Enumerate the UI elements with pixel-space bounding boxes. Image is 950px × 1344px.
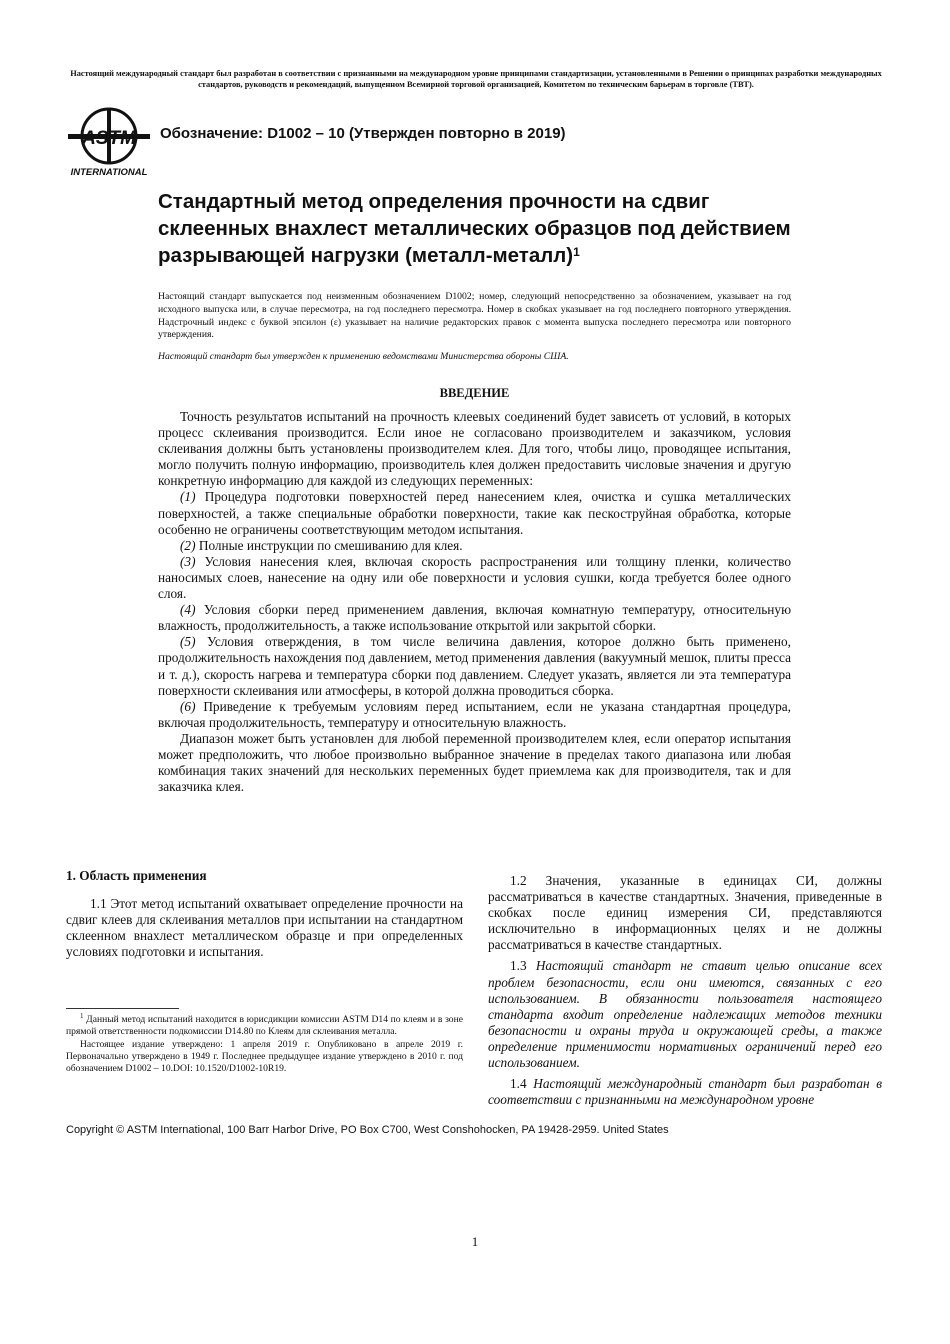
footnote-1: [66, 1011, 463, 1037]
item-number: (5): [180, 634, 196, 650]
intro-lead-paragraph: Точность результатов испытаний на прочность клеевых соединений будет зависеть от условий, в которых процесс склеивания производится. Если иное не согласовано производителем и заказчиком, условия склеивания должны быть установлены производителем клея. Для того, чтобы лицо, проводящее испытания, могло получить полную информацию, производитель клея должен предоставить числовые значения и другую конкретную информацию для каждой из следующих переменных:: [158, 409, 791, 489]
left-column: [66, 868, 463, 960]
paragraph-1-1: 1.1 Этот метод испытаний охватывает определение прочности на сдвиг клеев для склеивания металлов при испытании на стандартном склеенном внахлест металлическом образце и при определенных условиях подготовки и испытания.: [66, 896, 463, 960]
intro-item-2: [158, 538, 791, 554]
intro-item-3: [158, 554, 791, 602]
intro-item-4: [158, 602, 791, 634]
introduction-heading: ВВЕДЕНИЕ: [439, 386, 510, 400]
paragraph-1-4: [488, 1076, 882, 1108]
scope-heading: 1. Область применения: [66, 868, 207, 883]
item-text: Полные инструкции по смешиванию для клея.: [198, 537, 463, 553]
intro-item-6: [158, 699, 791, 731]
issuance-statement: Настоящий стандарт выпускается под неизменным обозначением D1002; номер, следующий непосредственно за обозначением, указывает на год исходного выпуска или, в случае пересмотра, на год последнего пересмотра. Номер в скобках указывает на год последнего повторного утверждения. Надстрочный индекс с буквой эпсилон (ε) указывает на наличие редакторских правок с момента выпуска последнего пересмотра или повторного утверждения.: [158, 291, 791, 341]
item-text: Приведение к требуемым условиям перед испытанием, если не указана стандартная процедура, включая продолжительность, температуру и относительную влажность.: [158, 698, 791, 730]
logo-caption: INTERNATIONAL: [70, 167, 148, 178]
approval-statement: Настоящий стандарт был утвержден к применению ведомствами Министерства обороны США.: [158, 351, 569, 362]
astm-logo: [66, 104, 152, 178]
item-text: Условия отверждения, в том числе величина давления, которое должно быть применено, продолжительность нахождения под давлением, метод применения давления (вакуумный мешок, плиты пресса и т. д.), скорость нагрева и температура сборки под давлением. Следует указать, является ли эта температура поверхности склеивания или атмосферы, в которой должна проводиться сборка.: [158, 634, 792, 698]
item-number: (1): [180, 489, 196, 505]
intro-item-5: [158, 634, 791, 698]
paragraph-1-3: [488, 958, 882, 1071]
intro-closing-paragraph: Диапазон может быть установлен для любой переменной производителем клея, если оператор испытания может предположить, что любое произвольно выбранное значение в пределах такого диапазона или любая комбинация таких значений для нескольких переменных будет приемлема как для производителя, так и для заказчика клея.: [158, 730, 791, 795]
footnote-1-mark: 1: [80, 1012, 84, 1020]
item-number: (2): [180, 537, 196, 553]
item-number: (6): [180, 698, 196, 714]
item-number: (3): [180, 553, 196, 569]
intro-item-1: [158, 489, 791, 537]
title-text: Стандартный метод определения прочности на сдвиг склеенных внахлест металлических образцов под действием разрывающей нагрузки (металл-металл): [158, 190, 791, 267]
paragraph-1-4-number: 1.4: [510, 1076, 527, 1092]
item-text: Процедура подготовки поверхностей перед нанесением клея, очистка и сушка металлических поверхностей, а также специальные обработки поверхности, такие как пескоструйная обработка, которые особенно не ограничены соответствующим методом испытания.: [158, 489, 791, 537]
logo-text: ASTM: [82, 128, 136, 149]
footnotes: [66, 1011, 463, 1076]
copyright-line: Copyright © ASTM International, 100 Barr Harbor Drive, PO Box C700, West Conshohocken, PA 19428-2959. United States: [66, 1124, 669, 1136]
document-title: [158, 188, 818, 269]
paragraph-1-3-number: 1.3: [510, 958, 527, 974]
footnote-edition: Настоящее издание утверждено: 1 апреля 2019 г. Опубликовано в апреле 2019 г. Первоначально утверждено в 1949 г. Последнее предыдущее издание утверждено в 2010 г. под обозначением D1002 – 10.DOI: 10.1520/D1002-10R19.: [66, 1039, 463, 1074]
paragraph-1-2: 1.2 Значения, указанные в единицах СИ, должны рассматриваться в качестве стандартных. Значения, приведенные в скобках после единиц измерения СИ, представляются исключительно в информационных целях и не должны рассматриваться в качестве стандартных.: [488, 873, 882, 953]
introduction-section: [158, 409, 791, 795]
item-text: Условия нанесения клея, включая скорость распространения или толщину пленки, количество наносимых слоев, нанесение на одну или обе поверхности и условия сушки, когда требуется более одного слоя.: [158, 553, 791, 602]
footnote-divider: [66, 1008, 179, 1009]
standard-notice: Настоящий международный стандарт был разработан в соответствии с признанными на международном уровне принципами стандартизации, установленными в Решении о принципах разработки международных стандартов, руководств и рекомендаций, выпущенном Всемирной торговой организацией, Комитетом по техническим барьерам в торговле (ТВТ).: [70, 69, 882, 89]
document-designation: Обозначение: D1002 – 10 (Утвержден повторно в 2019): [160, 125, 566, 142]
right-column: [488, 873, 882, 1113]
item-text: Условия сборки перед применением давления, включая комнатную температуру, относительную влажность, продолжительность, а также использование открытой или закрытой сборки.: [158, 602, 792, 634]
title-footnote-mark: 1: [573, 245, 580, 259]
paragraph-1-4-text: Настоящий международный стандарт был разработан в соответствии с признанными на международном уровне: [488, 1076, 882, 1108]
page-number: 1: [471, 1234, 479, 1249]
item-number: (4): [180, 602, 196, 618]
paragraph-1-3-text: Настоящий стандарт не ставит целью описание всех проблем безопасности, если они имеются, связанных с его использованием. В обязанности пользователя настоящего стандарта входит определение надлежащих методов техники безопасности и охраны труда и окружающей среды, а также определение применимости нормативных ограничений перед его использованием.: [488, 958, 882, 1071]
footnote-1-text: Данный метод испытаний находится в юрисдикции комиссии ASTM D14 по клеям и в зоне прямой ответственности подкомиссии D14.80 по Клеям для склеивания металла.: [66, 1014, 463, 1037]
